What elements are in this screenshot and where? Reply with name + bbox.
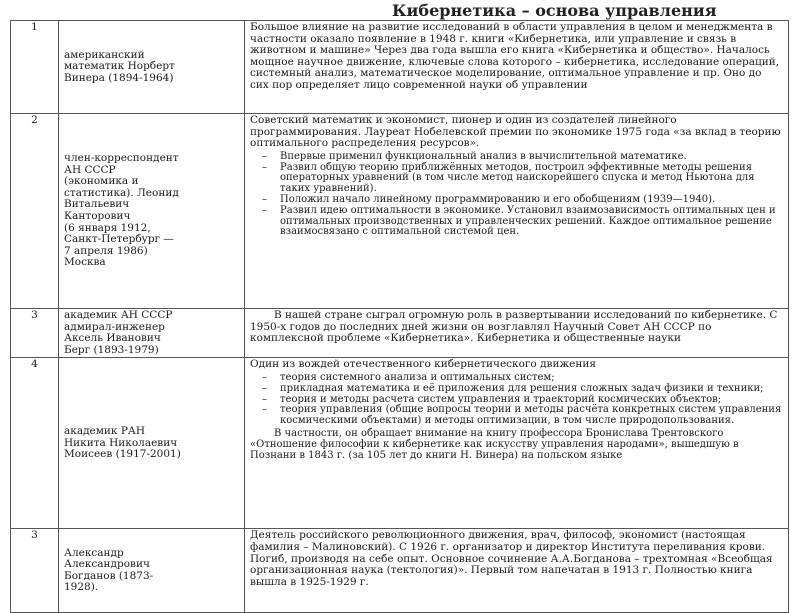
person-line: Канторович [64,210,131,222]
description-cell [245,309,789,358]
row-number: 1 [11,21,59,114]
person-line: член-корреспондент [64,152,179,165]
description-cell [245,358,789,529]
person-line: (6 января 1912, [64,221,151,234]
person-cell [59,529,245,613]
page-title: Кибернетика – основа управления [392,1,717,20]
list-item: – прикладная математика и её приложения для решения сложных задач физики и техники; [256,384,783,395]
person-line: Витальевич [64,198,130,211]
person-line: Винера (1894-1964) [64,71,174,84]
description-cell [245,529,789,613]
person-line: математик Норберт [64,60,175,73]
list-item: – Развил общую теорию приближённых методов, построил эффективные методы решения операторных уравнений (в том числе метод наискорейшего спуска и метод Ньютона для таких уравнений). [256,163,783,195]
research-areas-list [256,373,783,427]
person-line: академик РАН [64,424,146,437]
description-cell [245,114,789,309]
table-row [11,309,789,358]
row-number: 3 [11,309,59,358]
person-line: Александрович [64,558,150,571]
person-line: 7 апреля 1986) [64,244,148,257]
person-line: академик АН СССР [64,309,173,321]
description-intro: Советский математик и экономист, пионер и один из создателей линейного программирования. Лауреат Нобелевской премии по экономике 1975 года «за вклад в теорию оптимального распределения ресурсов». [250,114,781,150]
row-number: 2 [11,114,59,309]
list-item: – теория и методы расчета систем управления и траекторий космических объектов; [256,395,783,406]
table-row [11,21,789,114]
person-line: АН СССР [64,163,116,176]
person-line: Александр [64,546,124,559]
row-number: 4 [11,358,59,529]
person-line: Богданов (1873- [64,569,154,582]
person-line: 1928). [64,581,99,594]
list-item: – теория системного анализа и оптимальных систем; [256,373,783,384]
person-cell [59,21,245,114]
list-item: – Положил начало линейному программированию и его обобщениям (1939—1940). [256,195,783,206]
description-text: Деятель российского революционного движения, врач, философ, экономист (настоящая фамилия – Малиновский). С 1926 г. организатор и директор Института переливания крови. Погиб, производя на себе опыт. Основное сочинение А.А.Богданова – трехтомная «Всеобщая организационная наука (тектология)». Первый том напечатан в 1913 г. Полностью книга вышла в 1925-1929 г. [250,529,773,588]
description-outro: В частности, он обращает внимание на книгу профессора Бронислава Трентовского «Отношение философии к кибернетике как искусству управления народами», вышедшую в Познани в 1843 г. (за 105 лет до книги Н. Винера) на польском языке [250,427,739,461]
list-item: – Развил идею оптимальности в экономике. Установил взаимозависимость оптимальных цен и оптимальных производственных и управленческих решений. Каждое оптимальное решение взаимосвязано с оптимальной системой цен. [256,206,783,238]
description-intro: Один из вождей отечественного кибернетического движения [250,358,596,371]
person-line: статистика). Леонид [64,186,179,199]
list-item: – теория управления (общие вопросы теории и методы расчёта конкретных систем управления космическими объектами) и методы оптимизации, в том числе природопользования. [256,405,783,427]
cybernetics-table [10,20,789,613]
person-cell [59,114,245,309]
description-cell [245,21,789,114]
person-line: Моисеев (1917-2001) [64,448,181,461]
table-row [11,358,789,529]
description-text: Большое влияние на развитие исследований в области управления в целом и менеджмента в частности оказало появление в 1948 г. книги «Кибернетика, или управление и связь в животном и машине» Через два года вышла его книга «Кибернетика и общество». Началось мощное научное движение, ключевые слова которого – кибернетика, исследование операций, системный анализ, математическое моделирование, оптимальное управление и пр. Оно до сих пор определяет лицо современной науки об управлении [250,21,780,91]
table-row [11,529,789,613]
person-line: адмирал-инженер [64,320,165,333]
achievements-list [256,152,783,238]
description-text: В нашей стране сыграл огромную роль в развертывании исследований по кибернетике. С 1950-х годов до последних дней жизни он возглавлял Научный Совет АН СССР по комплексной проблеме «Кибернетика». Кибернетика и общественные науки [250,309,778,345]
person-line: (экономика и [64,175,139,188]
person-cell [59,309,245,358]
person-cell [59,358,245,529]
person-line: Никита Николаевич [64,436,178,449]
person-line: Москва [64,256,106,269]
person-line: Берг (1893-1979) [64,343,159,356]
table-row [11,114,789,309]
list-item: – Впервые применил функциональный анализ в вычислительной математике. [256,152,783,163]
person-line: Санкт-Петербург — [64,233,174,246]
person-line: Аксель Иванович [64,332,161,345]
row-number: 3 [11,529,59,613]
person-line: американский [64,48,145,61]
